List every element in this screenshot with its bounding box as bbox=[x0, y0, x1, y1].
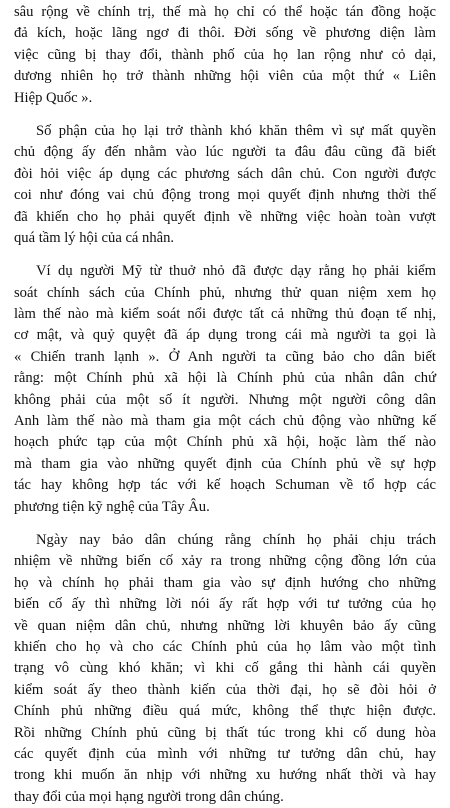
text-line: Số phận của họ lại trở thành khó khăn thêm vì sự mất quyền bbox=[36, 122, 436, 139]
text-line: Ví dụ người Mỹ từ thuở nhỏ đã được dạy rằng họ phải kiểm bbox=[36, 263, 436, 280]
text-line: khiến cho họ và cho các Chính phủ của họ lâm vào một tình bbox=[14, 638, 436, 655]
text-line: Ngày nay bảo dân chúng rằng chính họ phải chịu trách bbox=[36, 531, 436, 548]
text-line: làm thế nào mà kiểm soát nổi được tất cả những thủ đoạn tế nhị, bbox=[14, 306, 436, 323]
paragraph-4 bbox=[14, 530, 436, 808]
text-line: nhiệm về những biến cố xảy ra trong những cộng đồng lớn của bbox=[14, 553, 436, 570]
text-line: họ và chính họ phải tham gia vào sự định hướng cho những bbox=[14, 574, 436, 591]
text-line: coi như đóng vai chủ động trong mọi quyết định nhưng thời thế bbox=[14, 187, 436, 204]
text-line: mà tham gia vào những quyết định của Chính phủ về sự hợp bbox=[14, 455, 436, 472]
text-line: Anh làm thế nào mà tham gia một cách chủ động vào những kế bbox=[14, 413, 436, 430]
text-line: phương tiện kỹ nghệ của Tây Âu. bbox=[14, 498, 210, 515]
text-line: Rồi những Chính phủ cũng bị thất túc trong khi cố dung hòa bbox=[14, 724, 436, 741]
text-line: Hiệp Quốc ». bbox=[14, 89, 93, 106]
text-line: quá tầm lý hội của cá nhân. bbox=[14, 229, 175, 246]
text-line: hoạch phức tạp của một Chính phủ xã hội, hoặc làm thế nào bbox=[14, 434, 436, 451]
text-line: Chính phủ những điều quá mức, không thể thực hiện được. bbox=[14, 703, 436, 720]
text-line: cơ mật, và quỷ quyệt đã áp dụng trong cái mà người ta gọi là bbox=[14, 327, 436, 344]
text-line: không phải của một số ít người. Nhưng một người công dân bbox=[14, 391, 436, 408]
text-line: đã khiến cho họ phải quyết định về những việc hoàn toàn vượt bbox=[14, 208, 436, 225]
text-line: dương nhiên họ trở thành những hội viên của một thứ « Liên bbox=[14, 68, 436, 85]
text-line: kiểm soát ấy theo thành kiến của thời đại, họ sẽ đòi hỏi ở bbox=[14, 681, 436, 698]
text-line: thay đổi của mọi hạng người trong dân chúng. bbox=[14, 788, 284, 805]
text-line: tác hay không hợp tác với kế hoạch Schuman về tổ hợp các bbox=[14, 477, 436, 494]
text-line: trong khi muốn ăn nhịp với những xu hướng nhất thời và hay bbox=[14, 767, 436, 784]
text-line: về quan niệm dân chủ, nhưng những lời khuyên bảo ấy cũng bbox=[14, 617, 436, 634]
text-line: chủ động ấy đến nhằm vào lúc người ta đâu đâu cũng đã biết bbox=[14, 144, 436, 161]
text-line: việc cũng bị thay đổi, thành phố của họ lan rộng như cỏ dại, bbox=[14, 46, 436, 63]
paragraph-2 bbox=[14, 121, 436, 249]
text-line: biến cố ấy thì những lời nói ấy rất hợp với tư tưởng của họ bbox=[14, 596, 436, 613]
text-line: đả kích, hoặc lãng ngơ đi thôi. Đời sống về phương diện làm bbox=[14, 25, 436, 42]
text-line: « Chiến tranh lạnh ». Ở Anh người ta cũng bảo cho dân biết bbox=[14, 348, 436, 365]
paragraph-1 bbox=[14, 2, 436, 109]
text-line: trạng vô cùng khó khăn; vì khi cố gắng thi hành cái quyền bbox=[14, 660, 436, 677]
text-line: đòi hỏi việc áp dụng các phương sách dân chủ. Con người được bbox=[14, 165, 436, 182]
paragraph-3 bbox=[14, 261, 436, 518]
text-line: các quyết định của mình với những tư tưởng dân chủ, hay bbox=[14, 745, 436, 762]
text-line: soát chính sách của Chính phủ, nhưng thử quan niệm xem họ bbox=[14, 284, 436, 301]
text-line: sâu rộng về chính trị, thế mà họ chỉ có thể hoặc tán đồng hoặc bbox=[14, 4, 436, 20]
text-line: rằng: một Chính phủ xã hội là Chính phủ của nhân dân chứ bbox=[14, 370, 436, 387]
